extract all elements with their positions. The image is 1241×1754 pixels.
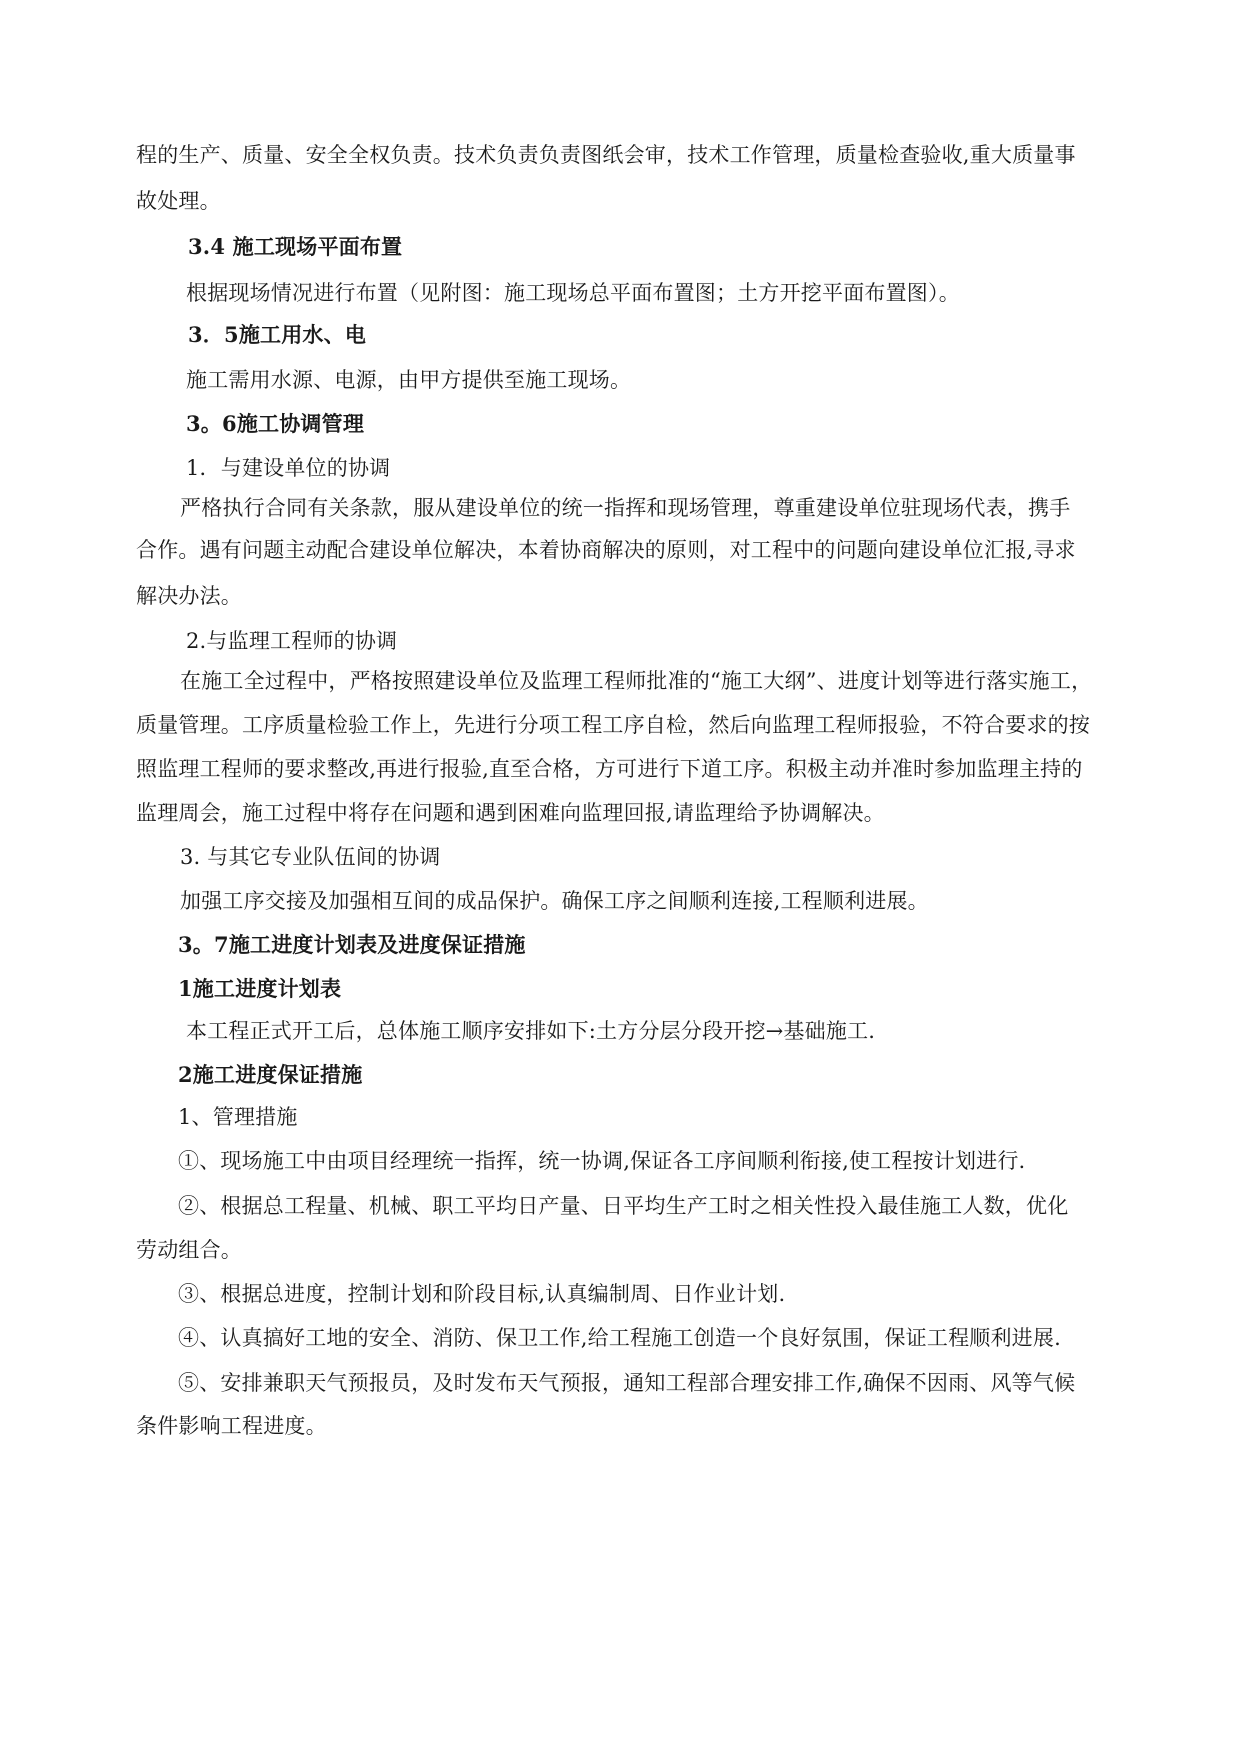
list-item: ②、根据总工程量、机械、职工平均日产量、日平均生产工时之相关性投入最佳施工人数，优化: [178, 1194, 1069, 1218]
body-text-line: 加强工序交接及加强相互间的成品保护。确保工序之间顺利连接,工程顺利进展。: [180, 889, 929, 913]
section-heading-3-6: 3。6施工协调管理: [186, 411, 365, 436]
list-heading: 1、管理措施: [178, 1105, 298, 1129]
body-text-line: 故处理。: [136, 189, 221, 213]
body-text-line: 质量管理。工序质量检验工作上，先进行分项工程工序自检，然后向监理工程师报验，不符合要求的按: [136, 713, 1090, 737]
body-text-line: 本工程正式开工后，总体施工顺序安排如下:土方分层分段开挖→基础施工.: [186, 1019, 876, 1043]
list-item-continuation: 条件影响工程进度。: [136, 1414, 327, 1438]
body-text-line: 照监理工程师的要求整改,再进行报验,直至合格，方可进行下道工序。积极主动并准时参加监理主持的: [136, 757, 1083, 781]
subsection-heading: 2施工进度保证措施: [178, 1062, 363, 1087]
body-text-line: 严格执行合同有关条款，服从建设单位的统一指挥和现场管理，尊重建设单位驻现场代表，携手: [180, 496, 1071, 520]
body-text-line: 根据现场情况进行布置（见附图：施工现场总平面布置图；土方开挖平面布置图）。: [186, 281, 960, 305]
section-heading-3-5: 3．5施工用水、电: [188, 322, 367, 347]
list-item-continuation: 劳动组合。: [136, 1238, 242, 1262]
list-item: ④、认真搞好工地的安全、消防、保卫工作,给工程施工创造一个良好氛围，保证工程顺利进展.: [178, 1326, 1061, 1350]
body-text-line: 在施工全过程中，严格按照建设单位及监理工程师批准的“施工大纲”、进度计划等进行落实施工，: [180, 669, 1093, 693]
body-text-line: 解决办法。: [136, 584, 242, 608]
list-item: ⑤、安排兼职天气预报员，及时发布天气预报，通知工程部合理安排工作,确保不因雨、风等气候: [178, 1371, 1076, 1395]
body-text-line: 施工需用水源、电源，由甲方提供至施工现场。: [186, 368, 632, 392]
section-heading-3-7: 3。7施工进度计划表及进度保证措施: [178, 932, 526, 957]
subsection-heading: 1施工进度计划表: [178, 976, 342, 1001]
body-text-line: 监理周会，施工过程中将存在问题和遇到困难向监理回报,请监理给予协调解决。: [136, 801, 885, 825]
body-text-line: 程的生产、质量、安全全权负责。技术负责负责图纸会审，技术工作管理，质量检查验收,重大质量事: [136, 143, 1076, 167]
list-item: ③、根据总进度，控制计划和阶段目标,认真编制周、日作业计划.: [178, 1282, 786, 1306]
subsection-heading: 2.与监理工程师的协调: [186, 629, 398, 653]
section-heading-3-4: 3.4 施工现场平面布置: [188, 234, 403, 259]
list-item: ①、现场施工中由项目经理统一指挥，统一协调,保证各工序间顺利衔接,使工程按计划进行.: [178, 1149, 1026, 1173]
subsection-heading: 1．与建设单位的协调: [186, 456, 391, 480]
body-text-line: 合作。遇有问题主动配合建设单位解决，本着协商解决的原则，对工程中的问题向建设单位汇报,寻求: [136, 538, 1076, 562]
subsection-heading: 3. 与其它专业队伍间的协调: [180, 845, 441, 869]
